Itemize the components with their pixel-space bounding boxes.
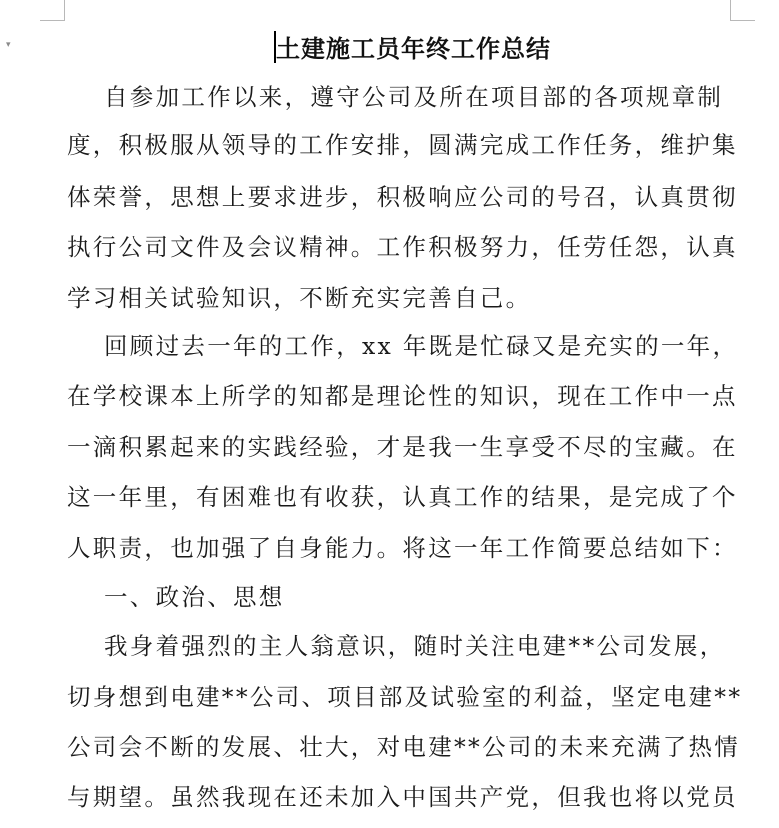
text-line[interactable]: 执行公司文件及会议精神。工作积极努力，任劳任怨，认真 xyxy=(67,233,738,261)
crop-mark-top-left xyxy=(40,0,65,21)
text-line[interactable]: 回顾过去一年的工作，xx 年既是忙碌又是充实的一年， xyxy=(104,332,739,360)
text-line[interactable]: 与期望。虽然我现在还未加入中国共产党，但我也将以党员 xyxy=(67,783,738,811)
text-line[interactable]: 人职责，也加强了自身能力。将这一年工作简要总结如下： xyxy=(67,534,738,562)
text-line[interactable]: 在学校课本上所学的知都是理论性的知识，现在工作中一点 xyxy=(67,382,738,410)
section-heading[interactable]: 一、政治、思想 xyxy=(104,583,285,611)
text-line[interactable]: 切身想到电建**公司、项目部及试验室的利益，坚定电建** xyxy=(67,683,743,711)
document-title[interactable]: 土建施工员年终工作总结 xyxy=(276,34,551,63)
text-line[interactable]: 这一年里，有困难也有收获，认真工作的结果，是完成了个 xyxy=(67,483,738,511)
paragraph-marker-icon: ▾ xyxy=(6,40,11,50)
text-line[interactable]: 我身着强烈的主人翁意识，随时关注电建**公司发展， xyxy=(104,632,726,660)
text-line[interactable]: 自参加工作以来，遵守公司及所在项目部的各项规章制 xyxy=(104,83,724,111)
text-line[interactable]: 体荣誉，思想上要求进步，积极响应公司的号召，认真贯彻 xyxy=(67,183,738,211)
text-line[interactable]: 度，积极服从领导的工作安排，圆满完成工作任务，维护集 xyxy=(67,131,738,159)
text-line[interactable]: 学习相关试验知识，不断充实完善自己。 xyxy=(67,284,532,312)
crop-mark-top-right xyxy=(730,0,755,21)
text-line[interactable]: 公司会不断的发展、壮大，对电建**公司的未来充满了热情 xyxy=(67,733,741,761)
text-line[interactable]: 一滴积累起来的实践经验，才是我一生享受不尽的宝藏。在 xyxy=(67,433,738,461)
